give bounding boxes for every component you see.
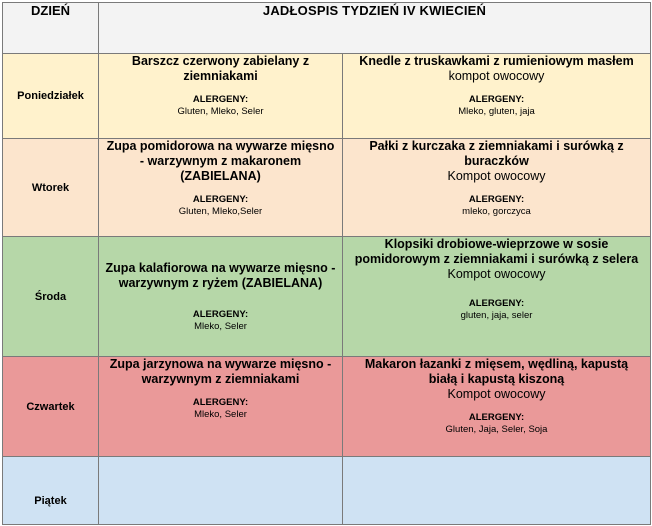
drink-name: Kompot owocowy	[447, 169, 546, 183]
menu-table	[2, 2, 651, 525]
allergen-label: ALERGENY:	[192, 94, 249, 105]
soup-cell	[99, 139, 343, 237]
allergen-label: ALERGENY:	[192, 194, 249, 205]
allergen-label: ALERGENY:	[468, 298, 525, 309]
day-row-tuesday	[3, 139, 651, 237]
main-course-cell	[343, 237, 651, 357]
allergen-label: ALERGENY:	[192, 397, 249, 408]
soup-name: Zupa kalafiorowa na wywarze mięsno - warzywnym z ryżem (ZABIELANA)	[105, 261, 336, 290]
day-column-header: DZIEŃ	[3, 3, 99, 54]
menu-title: JADŁOSPIS TYDZIEŃ IV KWIECIEŃ	[99, 3, 651, 54]
allergen-label: ALERGENY:	[468, 94, 525, 105]
drink-name: Kompot owocowy	[447, 267, 546, 281]
day-row-thursday	[3, 357, 651, 457]
drink-name: kompot owocowy	[448, 69, 545, 83]
day-row-wednesday	[3, 237, 651, 357]
main-course-cell	[343, 139, 651, 237]
main-course-allergens: Gluten, Jaja, Seler, Soja	[445, 424, 548, 435]
day-label: Wtorek	[3, 139, 99, 237]
main-course-allergens: Mleko, gluten, jaja	[458, 106, 535, 117]
soup-cell	[99, 457, 343, 525]
day-row-monday	[3, 54, 651, 139]
allergen-label: ALERGENY:	[468, 194, 525, 205]
main-course-name: Pałki z kurczaka z ziemniakami i surówką z buraczków	[369, 139, 624, 168]
day-label: Poniedziałek	[3, 54, 99, 139]
main-course-cell	[343, 357, 651, 457]
day-label: Środa	[3, 237, 99, 357]
day-label: Czwartek	[3, 357, 99, 457]
soup-cell	[99, 237, 343, 357]
day-label: Piątek	[3, 457, 99, 525]
allergen-label: ALERGENY:	[192, 309, 249, 320]
soup-allergens: Mleko, Seler	[194, 409, 247, 420]
main-course-allergens: mleko, gorczyca	[462, 206, 531, 217]
main-course-name: Knedle z truskawkami z rumieniowym masłem	[359, 54, 634, 68]
main-course-name: Klopsiki drobiowe-wieprzowe w sosie pomidorowym z ziemniakami i surówką z selera	[354, 237, 639, 266]
soup-cell	[99, 54, 343, 139]
soup-name: Zupa pomidorowa na wywarze mięsno - warzywnym z makaronem (ZABIELANA)	[106, 139, 335, 183]
main-course-cell	[343, 54, 651, 139]
soup-name: Barszcz czerwony zabielany z ziemniakami	[131, 54, 310, 83]
drink-name: Kompot owocowy	[447, 387, 546, 401]
header-row	[3, 3, 651, 54]
soup-cell	[99, 357, 343, 457]
allergen-label: ALERGENY:	[468, 412, 525, 423]
soup-allergens: Gluten, Mleko, Seler	[177, 106, 264, 117]
main-course-name: Makaron łazanki z mięsem, wędliną, kapustą białą i kapustą kiszoną	[364, 357, 629, 386]
main-course-cell	[343, 457, 651, 525]
soup-allergens: Gluten, Mleko,Seler	[178, 206, 263, 217]
main-course-allergens: gluten, jaja, seler	[460, 310, 533, 321]
day-row-friday	[3, 457, 651, 525]
soup-allergens: Mleko, Seler	[194, 321, 247, 332]
soup-name: Zupa jarzynowa na wywarze mięsno - warzywnym z ziemniakami	[109, 357, 332, 386]
